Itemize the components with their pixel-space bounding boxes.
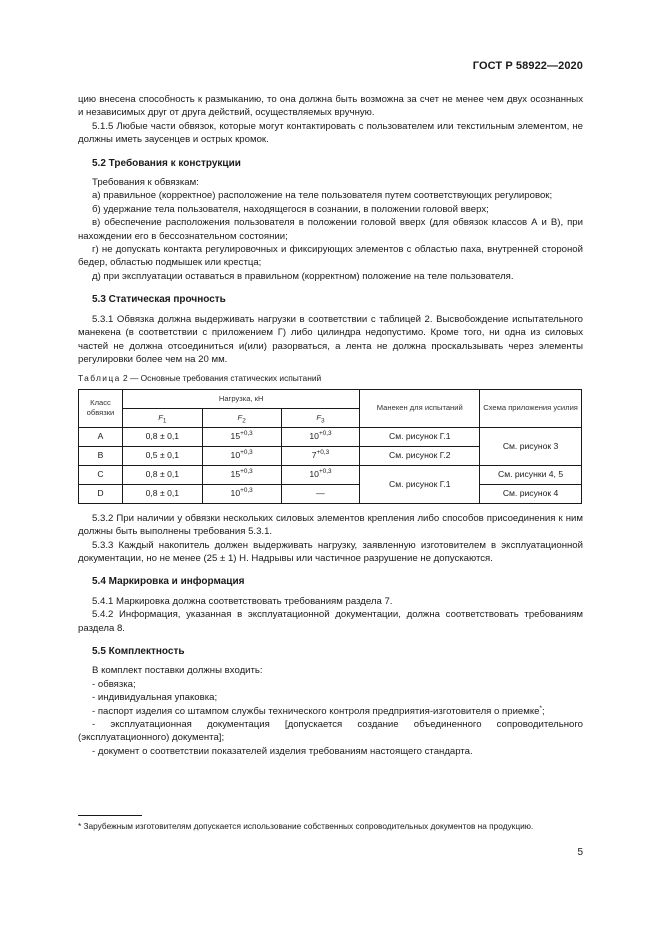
cell-scheme: См. рисунок 4 [480, 484, 582, 503]
cell-f1: 0,5 ± 0,1 [122, 446, 202, 465]
paragraph-5-3-1: 5.3.1 Обвязка должна выдерживать нагрузки в соответствии с таблицей 2. Высвобождение испытательного манекена (в соответствии с приложением Г) либо цилиндра недопустимо. Кроме того, ни одна из силовых частей не должна отсоединиться и(или) разорваться, а лента не должна проскальзывать через элементы регулировки более чем на 20 мм. [78, 313, 583, 365]
paragraph-5-4-1: 5.4.1 Маркировка должна соответствовать требованиям раздела 7. [92, 595, 393, 607]
table-caption [78, 372, 583, 385]
table-caption-word: Таблица [78, 373, 121, 384]
paragraph-continuation: цию внесена способность к размыканию, то она должна быть возможна за счет не менее чем двух осознанных и независимых друг от друга действий, осуществляемых вручную. [78, 94, 583, 119]
list-item: - обвязка; [92, 678, 136, 690]
cell-f2: $15^{+0,3}$ [202, 465, 281, 484]
table-caption-text: 2 — Основные требования статических испытаний [122, 373, 322, 384]
list-item: - эксплуатационная документация [допускается создание объединенного сопроводительного (эксплуатационного) документа]; [78, 719, 583, 744]
header-load: Нагрузка, кН [122, 389, 359, 408]
cell-f2: $15^{+0,3}$ [202, 427, 281, 446]
footnote-divider [78, 815, 142, 816]
footnote-marker: * [539, 704, 543, 712]
cell-f2: $10^{+0,3}$ [202, 446, 281, 465]
static-tests-table [78, 389, 582, 504]
header-f3: $F_3$ [281, 408, 360, 427]
list-item: - документ о соответствии показателей изделия требованиям настоящего стандарта. [92, 745, 473, 757]
cell-class: D [79, 484, 123, 503]
cell-f3: $7^{+0,3}$ [281, 446, 360, 465]
cell-dummy: См. рисунок Г.1 [360, 465, 480, 503]
cell-f3: $10^{+0,3}$ [281, 427, 360, 446]
list-item-v: в) обеспечение расположения пользователя в положении головой вверх (для обвязок классов А и В), при нахождении его в бессознательном состоянии; [78, 217, 583, 242]
cell-f1: 0,8 ± 0,1 [122, 427, 202, 446]
list-item-d: д) при эксплуатации оставаться в правильном (корректном) положение на теле пользователя. [92, 270, 514, 282]
cell-dummy: См. рисунок Г.2 [360, 446, 480, 465]
section-5-4-heading: 5.4 Маркировка и информация [92, 576, 245, 588]
list-item-g: г) не допускать контакта регулировочных и фиксирующих элементов с областью паха, внутренней стороной бедер, областью подмышек или крестца; [78, 244, 583, 269]
list-item-a: а) правильное (корректное) расположение на теле пользователя путем соответствующих регулировок; [92, 190, 553, 202]
cell-f3: $10^{+0,3}$ [281, 465, 360, 484]
table-row [79, 427, 582, 446]
paragraph-5-1-5: 5.1.5 Любые части обвязок, которые могут контактировать с пользователем или текстильным элементом, не должны иметь заусенцев и острых кромок. [78, 120, 583, 146]
header-class: Класс обвязки [79, 389, 123, 427]
cell-dummy: См. рисунок Г.1 [360, 427, 480, 446]
section-5-2-heading: 5.2 Требования к конструкции [92, 157, 241, 169]
table-header-row [79, 389, 582, 408]
footnote-text: * Зарубежным изготовителям допускается использование собственных сопроводительных документов на продукцию. [78, 821, 534, 831]
list-item-b: б) удержание тела пользователя, находящегося в сознании, в положении головой вверх; [92, 203, 489, 215]
page-body [78, 93, 583, 758]
cell-scheme: См. рисунки 4, 5 [480, 465, 582, 484]
page-number: 5 [577, 847, 583, 858]
header-f2: $F_2$ [202, 408, 281, 427]
section-5-2-lead: Требования к обвязкам: [92, 177, 199, 189]
cell-f2: $10^{+0,3}$ [202, 484, 281, 503]
cell-f3: — [281, 484, 360, 503]
section-5-5-lead: В комплект поставки должны входить: [92, 665, 263, 677]
cell-f1: 0,8 ± 0,1 [122, 465, 202, 484]
paragraph-5-4-2: 5.4.2 Информация, указанная в эксплуатационной документации, должна соответствовать требованиям раздела 8. [78, 609, 583, 634]
cell-class: С [79, 465, 123, 484]
paragraph-5-3-2: 5.3.2 При наличии у обвязки нескольких силовых элементов крепления либо способов присоединения к ним должны быть выполнены требования 5.3.1. [78, 512, 583, 538]
section-5-3-heading: 5.3 Статическая прочность [92, 294, 226, 306]
cell-class: А [79, 427, 123, 446]
table-row [79, 484, 582, 503]
header-scheme: Схема приложения усилия [480, 389, 582, 427]
section-5-5-heading: 5.5 Комплектность [92, 645, 185, 657]
table-row [79, 465, 582, 484]
cell-f1: 0,8 ± 0,1 [122, 484, 202, 503]
list-item: - индивидуальная упаковка; [92, 692, 218, 704]
cell-class: В [79, 446, 123, 465]
document-id: ГОСТ Р 58922—2020 [472, 60, 583, 72]
header-dummy: Манекен для испытаний [360, 389, 480, 427]
paragraph-5-3-3: 5.3.3 Каждый накопитель должен выдерживать нагрузку, заявленную изготовителем в эксплуатационной документации, но не менее (25 ± 1) Н. Надрывы или частичное разрушение не допускаются. [78, 539, 583, 564]
list-item-passport: - паспорт изделия со штампом службы технического контроля предприятия-изготовителя о приемке*; [92, 704, 545, 717]
cell-scheme: См. рисунок 3 [480, 427, 582, 465]
header-f1: $F_1$ [122, 408, 202, 427]
